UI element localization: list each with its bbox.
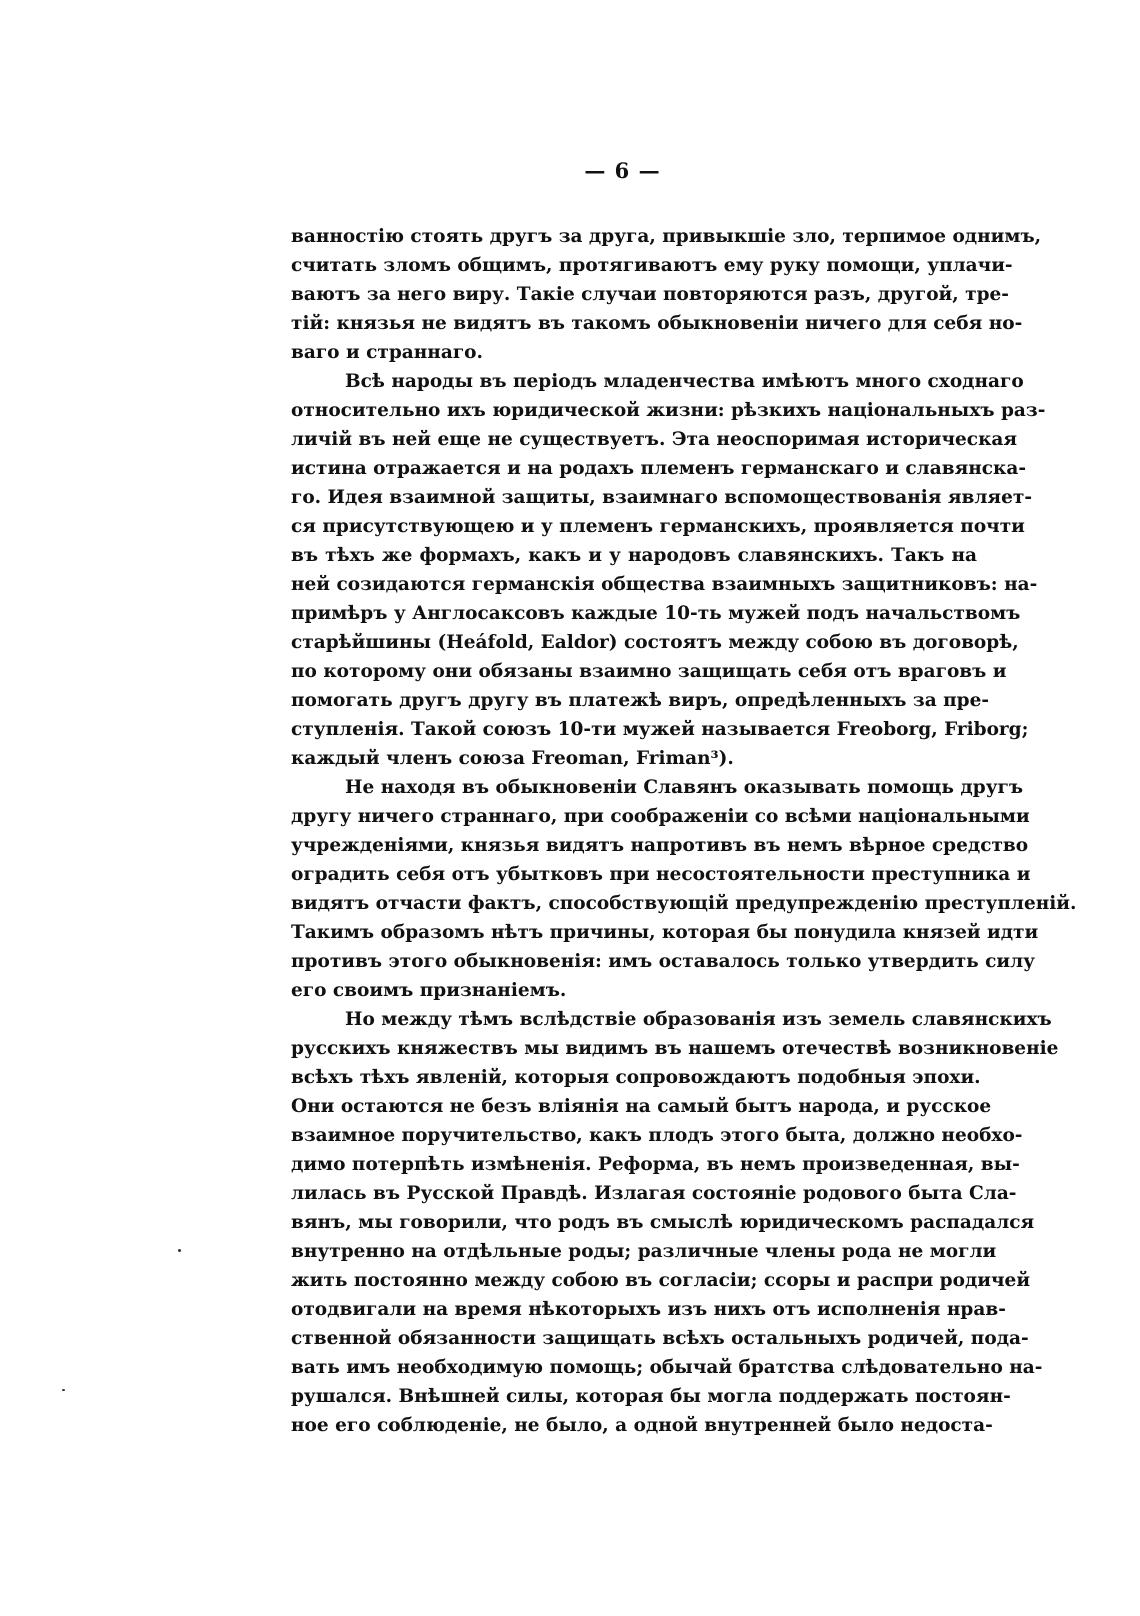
scan-speck <box>62 1389 65 1391</box>
text-line: Но между тѣмъ вслѣдствіе образованія изъ земель славянскихъ <box>345 1009 1052 1030</box>
text-line: считать зломъ общимъ, протягиваютъ ему руку помощи, уплачи- <box>291 255 1013 276</box>
text-line: ванностію стоять другъ за друга, привыкшіе зло, терпимое однимъ, <box>291 226 1042 247</box>
text-line: лилась въ Русской Правдѣ. Излагая состояніе родового быта Сла- <box>291 1183 1017 1204</box>
text-line: ваютъ за него виру. Такіе случаи повторяются разъ, другой, тре- <box>291 284 1009 305</box>
text-line: личій въ ней еще не существуетъ. Эта неоспоримая историческая <box>291 429 1018 450</box>
text-line: Такимъ образомъ нѣтъ причины, которая бы понудила князей идти <box>291 922 1039 943</box>
text-line: Всѣ народы въ періодъ младенчества имѣютъ много сходнаго <box>345 371 1024 392</box>
text-line: помогать другъ другу въ платежѣ виръ, опредѣленныхъ за пре- <box>291 690 990 711</box>
text-line: Они остаются не безъ вліянія на самый бытъ народа, и русское <box>291 1096 992 1117</box>
text-line: вянъ, мы говорили, что родъ въ смыслѣ юридическомъ распадался <box>291 1212 1035 1233</box>
text-line: рушался. Внѣшней силы, которая бы могла поддержать постоян- <box>291 1386 1011 1407</box>
text-line: жить постоянно между собою въ согласіи; ссоры и распри родичей <box>291 1270 1031 1291</box>
text-line: ней созидаются германскія общества взаимныхъ защитниковъ: на- <box>291 574 1038 595</box>
paragraph <box>291 1005 1059 1440</box>
text-line: ся присутствующею и у племенъ германскихъ, проявляется почти <box>291 516 1025 537</box>
text-line: видятъ отчасти фактъ, способствующій предупрежденію преступленій. <box>291 893 1077 914</box>
text-line: всѣхъ тѣхъ явленій, которыя сопровождаютъ подобныя эпохи. <box>291 1067 981 1088</box>
text-line: русскихъ княжествъ мы видимъ въ нашемъ отечествѣ возникновеніе <box>291 1038 1059 1059</box>
text-line: каждый членъ союза Freoman, Friman³). <box>291 748 734 769</box>
text-line: примѣръ у Англосаксовъ каждые 10-ть мужей подъ начальствомъ <box>291 603 1021 624</box>
text-line: старѣйшины (Heáfold, Ealdor) состоятъ между собою въ договорѣ, <box>291 632 1019 653</box>
text-line: оградить себя отъ убытковъ при несостоятельности преступника и <box>291 864 1031 885</box>
text-line: ное его соблюденіе, не было, а одной внутренней было недоста- <box>291 1415 993 1436</box>
text-line: противъ этого обыкновенія: имъ оставалось только утвердить силу <box>291 951 1036 972</box>
text-line: по которому они обязаны взаимно защищать себя отъ враговъ и <box>291 661 1007 682</box>
text-line: ступленія. Такой союзъ 10-ти мужей называется Freoborg, Friborg; <box>291 719 1029 740</box>
text-line: внутренно на отдѣльные роды; различные члены рода не могли <box>291 1241 997 1262</box>
text-line: истина отражается и на родахъ племенъ германскаго и славянска- <box>291 458 1027 479</box>
text-line: ваго и страннаго. <box>291 342 483 363</box>
paragraph <box>291 773 1077 1005</box>
paragraph <box>291 367 1046 773</box>
text-line: учрежденіями, князья видятъ напротивъ въ немъ вѣрное средство <box>291 835 1029 856</box>
text-line: его своимъ признаніемъ. <box>291 980 567 1001</box>
text-line: отодвигали на время нѣкоторыхъ изъ нихъ отъ исполненія нрав- <box>291 1299 1006 1320</box>
text-line: го. Идея взаимной защиты, взаимнаго вспомоществованія являет- <box>291 487 1033 508</box>
body-text <box>291 222 1077 1440</box>
text-line: димо потерпѣть измѣненія. Реформа, въ немъ произведенная, вы- <box>291 1154 1020 1175</box>
page-number: — 6 — <box>584 158 661 183</box>
text-line: ственной обязанности защищать всѣхъ остальныхъ родичей, пода- <box>291 1328 1029 1349</box>
text-line: относительно ихъ юридической жизни: рѣзкихъ національныхъ раз- <box>291 400 1046 421</box>
text-line: въ тѣхъ же формахъ, какъ и у народовъ славянскихъ. Такъ на <box>291 545 977 566</box>
scan-speck <box>178 1249 181 1252</box>
text-line: Не находя въ обыкновеніи Славянъ оказывать помощь другъ <box>345 777 1024 798</box>
text-line: другу ничего страннаго, при соображеніи со всѣми національными <box>291 806 1030 827</box>
text-line: вать имъ необходимую помощь; обычай братства слѣдовательно на- <box>291 1357 1043 1378</box>
text-line: тій: князья не видятъ въ такомъ обыкновеніи ничего для себя но- <box>291 313 1023 334</box>
text-line: взаимное поручительство, какъ плодъ этого быта, должно необхо- <box>291 1125 1023 1146</box>
paragraph <box>291 222 1042 367</box>
